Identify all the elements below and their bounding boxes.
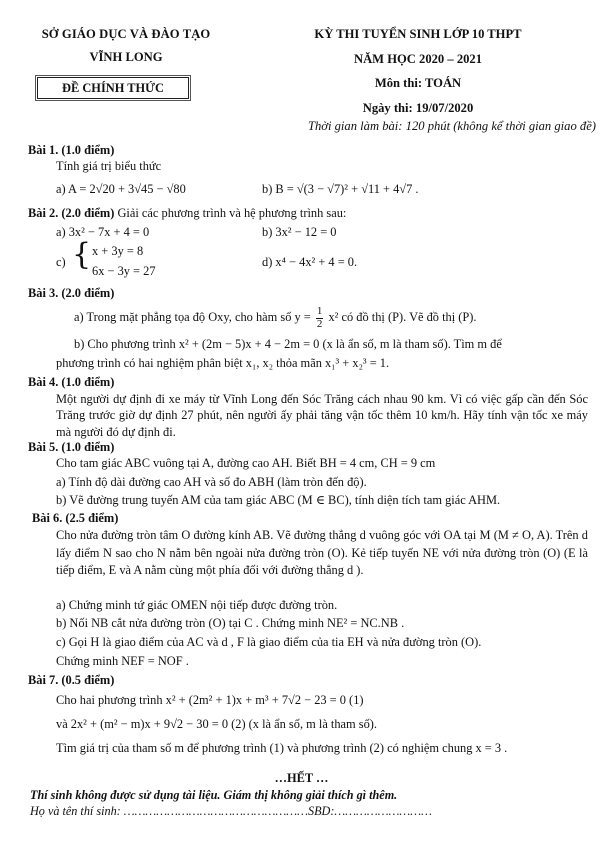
problem-2-heading — [28, 205, 346, 221]
problem-7-eq1: Cho hai phương trình x² + (2m² + 1)x + m³ + 7√2 − 23 = 0 (1) — [56, 693, 364, 707]
fraction-one-half — [316, 306, 324, 330]
problem-3-title: Bài 3. (2.0 điểm) — [28, 286, 115, 300]
department-name: SỞ GIÁO DỤC VÀ ĐÀO TẠO — [41, 27, 211, 41]
problem-3-b-line2: phương trình có hai nghiệm phân biệt x₁, x₂ thỏa mãn x₁³ + x₂³ = 1. — [56, 356, 390, 370]
fraction-numerator: 1 — [316, 305, 323, 317]
problem-6-a: a) Chứng minh tứ giác OMEN nội tiếp được đường tròn. — [56, 598, 338, 612]
problem-6-title: Bài 6. (2.5 điểm) — [32, 511, 119, 525]
problem-7-question: Tìm giá trị của tham số m để phương trình (1) và phương trình (2) có nghiệm chung x = 3 . — [56, 741, 508, 755]
candidate-name-line: Họ và tên thí sinh: ……………………………………………SBD:……………………… — [30, 804, 432, 818]
problem-1-b: b) B = √(3 − √7)² + √11 + 4√7 . — [262, 182, 419, 196]
problem-3-a-text: a) Trong mặt phẳng tọa độ Oxy, cho hàm số y = — [74, 309, 311, 324]
problem-4-text: Một người dự định đi xe máy từ Vĩnh Long đến Sóc Trăng cách nhau 90 km. Vì có việc gấp cần đến Sóc Trăng trước giờ dự định 27 phút, nên người ấy phải tăng vận tốc thêm 10 km/h. Hãy tính vận tốc xe máy mà người đó dự định đi. — [56, 392, 588, 439]
fraction-denominator: 2 — [316, 317, 323, 330]
exam-subject: Môn thi: TOÁN — [374, 76, 462, 91]
problem-2-a: a) 3x² − 7x + 4 = 0 — [56, 225, 150, 239]
problem-2-d: d) x⁴ − 4x² + 4 = 0. — [262, 255, 358, 269]
problem-3-a — [74, 306, 477, 330]
end-marker: …HẾT … — [274, 771, 329, 785]
school-year: NĂM HỌC 2020 – 2021 — [353, 51, 483, 66]
official-badge: ĐỀ CHÍNH THỨC — [37, 77, 189, 99]
problem-6-text: Cho nửa đường tròn tâm O đường kính AB. Vẽ đường thẳng d vuông góc với OA tại M (M ≠ O, A). Trên d lấy điểm N sao cho N nằm bên ngoài nửa đường tròn (O). Kẻ tiếp tuyến NE với nửa đường tròn (O) (E là tiếp điểm, E và A nằm cùng một phía đối với đường thẳng d ). — [56, 528, 588, 578]
problem-3-a-text-end: x² có đồ thị (P). Vẽ đồ thị (P). — [328, 309, 477, 324]
province-name: VĨNH LONG — [89, 49, 163, 64]
problem-7-eq2: và 2x² + (m² − m)x + 9√2 − 30 = 0 (2) (x là ẩn số, m là tham số). — [56, 717, 378, 731]
problem-4-title: Bài 4. (1.0 điểm) — [28, 375, 115, 389]
problem-2-title: Bài 2. (2.0 điểm) — [28, 206, 115, 220]
problem-6-c-line1: c) Gọi H là giao điểm của AC và d , F là giao điểm của tia EH và nửa đường tròn (O). — [56, 635, 482, 649]
exam-date: Ngày thi: 19/07/2020 — [362, 100, 474, 115]
problem-6-b: b) Nối NB cắt nửa đường tròn (O) tại C . Chứng minh NE² = NC.NB . — [56, 616, 405, 630]
problem-6-c-line2: Chứng minh NEF = NOF . — [56, 654, 189, 668]
header-exam-info — [268, 26, 568, 116]
problem-5-given: Cho tam giác ABC vuông tại A, đường cao AH. Biết BH = 4 cm, CH = 9 cm — [56, 456, 436, 470]
problem-1-a: a) A = 2√20 + 3√45 − √80 — [56, 182, 186, 196]
system-brace: { — [72, 237, 92, 272]
problem-2-c-eq2: 6x − 3y = 27 — [92, 264, 156, 278]
problem-1-title: Bài 1. (1.0 điểm) — [28, 143, 115, 157]
problem-2-c-label: c) — [56, 255, 66, 269]
problem-7-title: Bài 7. (0.5 điểm) — [28, 673, 115, 687]
problem-5-a: a) Tính độ dài đường cao AH và số đo ABH (làm tròn đến độ). — [56, 475, 367, 489]
problem-5-title: Bài 5. (1.0 điểm) — [28, 440, 115, 454]
problem-3-b-line1: b) Cho phương trình x² + (2m − 5)x + 4 − 2m = 0 (x là ẩn số, m là tham số). Tìm m để — [74, 337, 502, 351]
problem-2-intro: Giải các phương trình và hệ phương trình sau: — [114, 206, 347, 220]
exam-title: KỲ THI TUYỂN SINH LỚP 10 THPT — [314, 27, 522, 41]
problem-5-b: b) Vẽ đường trung tuyến AM của tam giác ABC (M ∈ BC), tính diện tích tam giác AHM. — [56, 493, 501, 507]
candidate-note: Thí sinh không được sử dụng tài liệu. Giám thị không giải thích gì thêm. — [30, 788, 398, 802]
problem-1-intro: Tính giá trị biểu thức — [56, 159, 162, 173]
exam-duration: Thời gian làm bài: 120 phút (không kể thời gian giao đề) — [307, 119, 596, 133]
problem-2-b: b) 3x² − 12 = 0 — [262, 225, 337, 239]
problem-2-c-eq1: x + 3y = 8 — [92, 244, 144, 258]
header-department — [26, 26, 226, 65]
